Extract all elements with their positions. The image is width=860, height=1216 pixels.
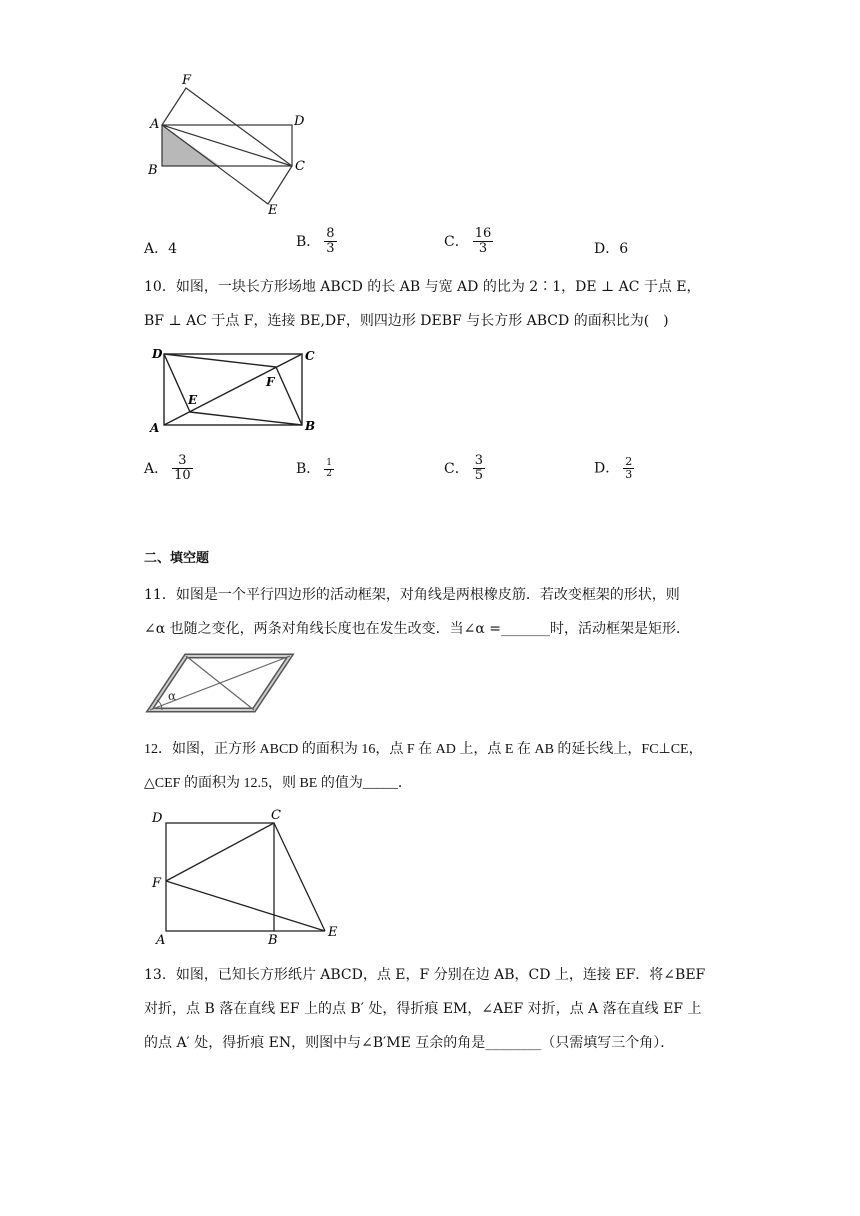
q10-label-D: D — [152, 347, 163, 361]
q10-text-line1: 10．如图，一块长方形场地 ABCD 的长 AB 与宽 AD 的比为 2∶1，DE ⊥ AC 于点 E， — [144, 279, 701, 295]
section-title-fill-in: 二、填空题 — [144, 551, 210, 566]
q9-option-c-fraction: $\frac{16}{3}$ — [474, 226, 492, 257]
q9-label-E: E — [268, 203, 278, 218]
q10-option-c: C． $\frac{3}{5}$ — [444, 453, 483, 484]
q9-option-b: B． $\frac{8}{3}$ — [296, 226, 335, 257]
q10-option-b: B． $\frac{1}{2}$ — [296, 457, 333, 479]
q12-label-F: F — [152, 876, 162, 891]
q11-text-line1: 11．如图是一个平行四边形的活动框架，对角线是两根橡皮筋．若改变框架的形状，则 — [144, 587, 680, 603]
q9-figure — [140, 68, 320, 218]
q11-figure — [140, 648, 330, 718]
q13-text-line3: 的点 A′ 处，得折痕 EN，则图中与∠B′ME 互余的角是________（只需填写三个角）． — [144, 1035, 675, 1051]
q12-label-B: B — [268, 933, 278, 948]
q10-label-A: A — [150, 421, 160, 435]
q12-figure — [144, 806, 354, 948]
q9-option-a: A．4 — [144, 241, 178, 257]
q9-label-A: A — [150, 117, 160, 132]
q10-label-E: E — [188, 393, 198, 407]
q10-label-C: C — [305, 349, 315, 363]
q13-text-line2: 对折，点 B 落在直线 EF 上的点 B′ 处，得折痕 EM，∠AEF 对折，点 A 落在直线 EF 上 — [144, 1001, 702, 1017]
q10-option-d: D． $\frac{2}{3}$ — [594, 455, 633, 482]
q10-label-F: F — [266, 375, 275, 389]
q10-option-d-fraction: $\frac{2}{3}$ — [625, 455, 633, 482]
q10-label-B: B — [305, 419, 316, 433]
q12-label-A: A — [156, 933, 166, 948]
q9-label-F: F — [182, 73, 192, 88]
q9-option-c: C． $\frac{16}{3}$ — [444, 226, 492, 257]
q12-text-line1: 12．如图，正方形 ABCD 的面积为 16，点 F 在 AD 上，点 E 在 AB 的延长线上，FC⊥CE， — [144, 742, 703, 757]
q9-label-D: D — [294, 114, 305, 129]
q10-option-c-fraction: $\frac{3}{5}$ — [474, 453, 483, 484]
q10-text-line2: BF ⊥ AC 于点 F，连接 BE,DF，则四边形 DEBF 与长方形 ABCD 的面积比为( ) — [144, 313, 669, 329]
q12-text-line2: △CEF 的面积为 12.5，则 BE 的值为_____． — [144, 776, 412, 791]
q9-label-C: C — [295, 159, 305, 174]
q10-option-a: A． $\frac{3}{10}$ — [144, 453, 191, 484]
q13-text-line1: 13．如图，已知长方形纸片 ABCD，点 E，F 分别在边 AB，CD 上，连接 EF．将∠BEF — [144, 967, 706, 983]
q10-figure — [144, 346, 324, 436]
q10-option-b-fraction: $\frac{1}{2}$ — [326, 457, 333, 479]
q12-label-E: E — [328, 925, 338, 940]
q9-option-d: D．6 — [594, 241, 629, 257]
q12-label-D: D — [152, 811, 163, 826]
q12-label-C: C — [271, 808, 281, 823]
q10-option-a-fraction: $\frac{3}{10}$ — [174, 453, 191, 484]
q9-option-b-fraction: $\frac{8}{3}$ — [326, 226, 335, 257]
q11-label-alpha: α — [168, 689, 177, 703]
q11-text-line2: ∠α 也随之变化，两条对角线长度也在发生改变．当∠α =_______时，活动框架是矩形． — [144, 621, 690, 637]
q9-label-B: B — [148, 163, 158, 178]
